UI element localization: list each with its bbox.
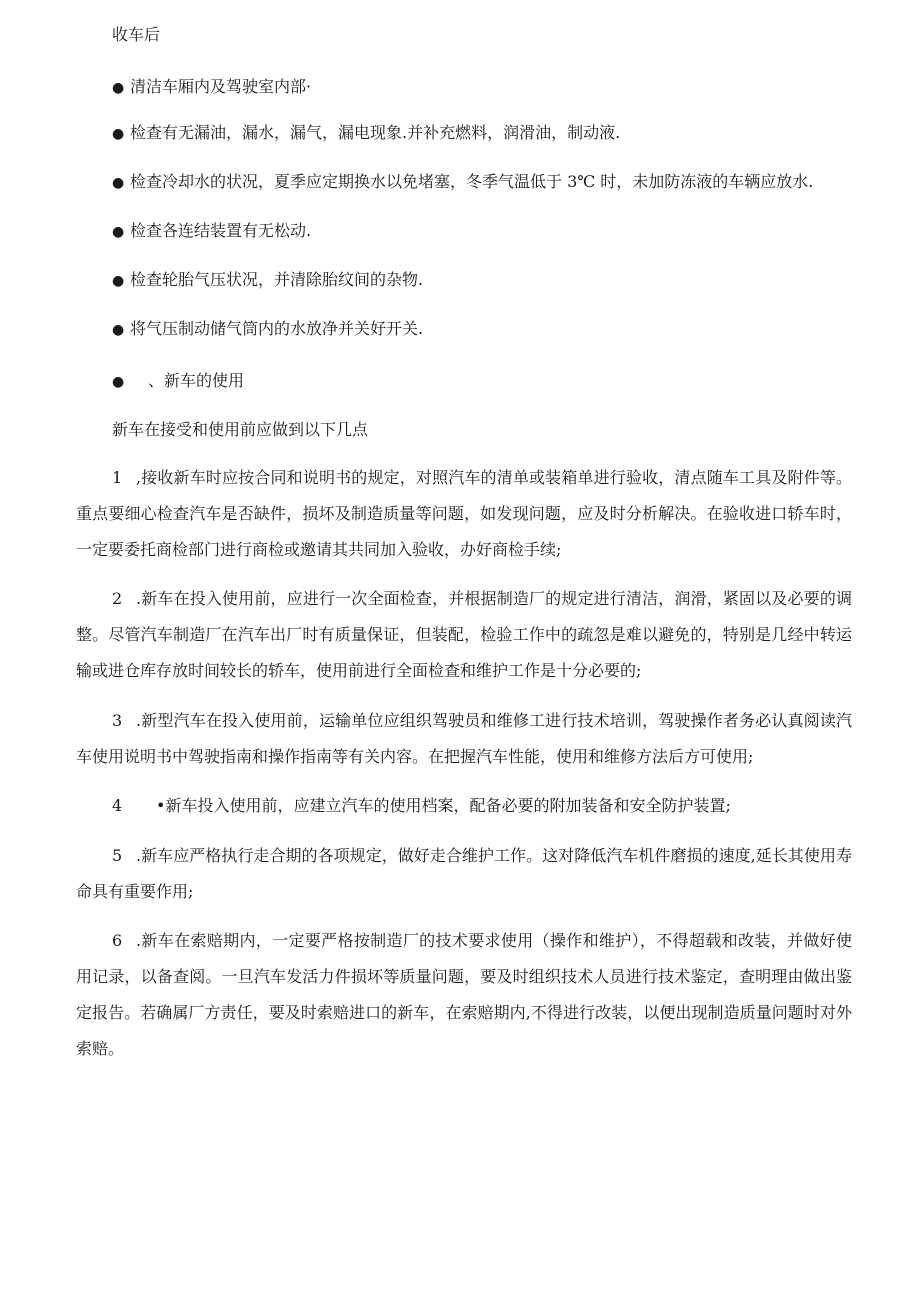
bullet-icon: ● — [112, 374, 125, 390]
bullet-icon: ● — [112, 126, 125, 142]
bullet-icon: ● — [112, 322, 125, 338]
bullet-icon: ● — [112, 175, 125, 191]
heading-after-parking: 收车后 — [112, 25, 161, 44]
after-parking-item: ● 将气压制动储气筒内的水放净并关好开关. — [112, 319, 424, 338]
after-parking-item: ● 检查有无漏油，漏水，漏气，漏电现象.并补充燃料，润滑油，制动液. — [112, 123, 621, 142]
new-car-point-2: 2 .新车在投入使用前，应进行一次全面检查，并根据制造厂的规定进行清洁，润滑，紧固以及必要的调整。尽管汽车制造厂在汽车出厂时有质量保证，但装配，检验工作中的疏忽是难以避免的，特别是几经中转运输或进仓库存放时间较长的轿车，使用前进行全面检查和维护工作是十分必要的; — [76, 589, 852, 680]
after-parking-item: ● 检查各连结装置有无松动. — [112, 221, 312, 240]
new-car-point-6: 6 .新车在索赔期内，一定要严格按制造厂的技术要求使用（操作和维护），不得超载和改装，并做好使用记录，以备查阅。一旦汽车发活力件损坏等质量问题，要及时组织技术人员进行技术鉴定，查明理由做出鉴定报告。若确属厂方责任，要及时索赔进口的新车，在索赔期内,不得进行改装，以便出现制造质量问题时对外索赔。 — [76, 931, 852, 1058]
after-parking-item: ● 检查轮胎气压状况，并清除胎纹间的杂物. — [112, 270, 424, 289]
bullet-icon: ● — [112, 224, 125, 240]
new-car-point-5: 5 .新车应严格执行走合期的各项规定，做好走合维护工作。这对降低汽车机件磨损的速度,延长其使用寿命具有重要作用; — [76, 846, 852, 901]
new-car-point-4: 4 •新车投入使用前，应建立汽车的使用档案，配备必要的附加装备和安全防护装置; — [112, 796, 731, 815]
bullet-icon: ● — [112, 80, 125, 96]
after-parking-item: ● 清洁车厢内及驾驶室内部· — [112, 77, 312, 96]
bullet-icon: ● — [112, 273, 125, 289]
new-car-intro: 新车在接受和使用前应做到以下几点 — [112, 420, 369, 439]
new-car-point-1: 1 ,接收新车时应按合同和说明书的规定，对照汽车的清单或装箱单进行验收，清点随车工具及附件等。重点要细心检查汽车是否缺件，损坏及制造质量等问题，如发现问题，应及时分析解决。在验收进口轿车时，一定要委托商检部门进行商检或邀请其共同加入验收，办好商检手续; — [76, 468, 852, 559]
new-car-section-title: ● 、新车的使用 — [112, 371, 245, 390]
after-parking-item: ● 检查冷却水的状况，夏季应定期换水以免堵塞，冬季气温低于 3℃ 时，未加防冻液的车辆应放水. — [112, 172, 814, 191]
new-car-point-3: 3 .新型汽车在投入使用前，运输单位应组织驾驶员和维修工进行技术培训，驾驶操作者务必认真阅读汽车使用说明书中驾驶指南和操作指南等有关内容。在把握汽车性能，使用和维修方法后方可使用; — [76, 711, 852, 766]
